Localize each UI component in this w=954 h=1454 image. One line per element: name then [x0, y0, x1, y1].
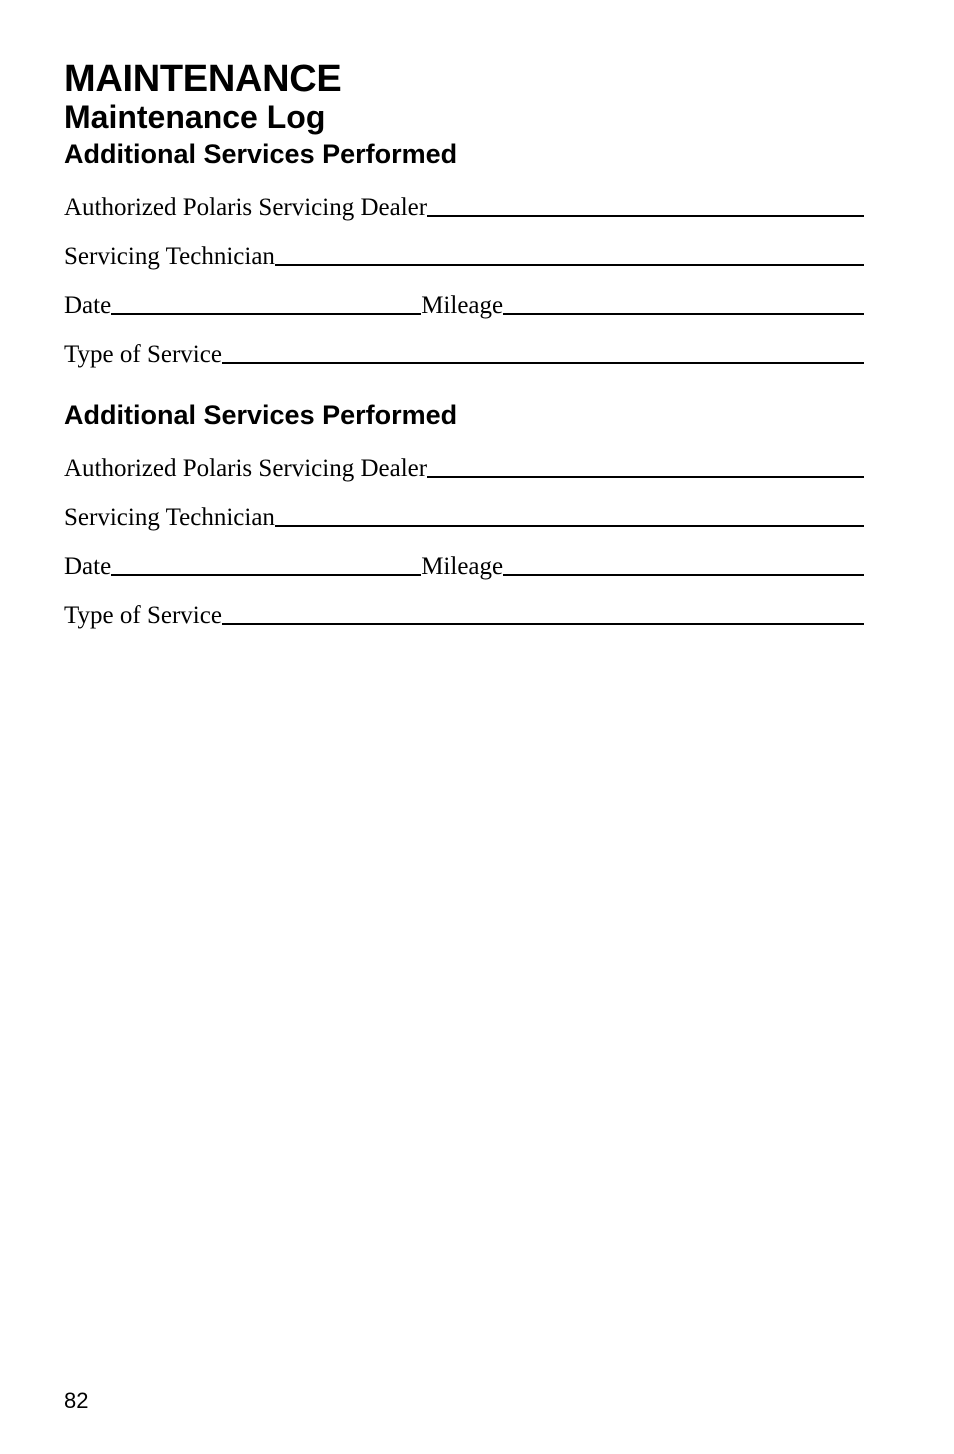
service-type-row [64, 581, 864, 630]
service-type-row [64, 320, 864, 369]
page-number: 82 [64, 1388, 89, 1413]
date-label: Date [64, 292, 112, 319]
date-blank-line[interactable] [111, 574, 421, 576]
date-mileage-row [64, 271, 864, 320]
service-record-2 [64, 399, 864, 630]
dealer-row [64, 433, 864, 483]
technician-label: Servicing Technician [64, 243, 275, 270]
section-title: Additional Services Performed [64, 139, 458, 169]
dealer-blank-line[interactable] [427, 215, 864, 217]
date-label: Date [64, 553, 112, 580]
date-mileage-row [64, 532, 864, 581]
chapter-heading: MAINTENANCE [64, 58, 342, 100]
service-type-label: Type of Service [64, 341, 222, 368]
technician-row [64, 483, 864, 532]
mileage-blank-line[interactable] [503, 313, 864, 315]
dealer-label: Authorized Polaris Servicing Dealer [64, 455, 428, 482]
dealer-label: Authorized Polaris Servicing Dealer [64, 194, 428, 221]
page-title: Maintenance Log [64, 99, 326, 135]
section-title: Additional Services Performed [64, 400, 458, 430]
dealer-blank-line[interactable] [427, 476, 864, 478]
technician-blank-line[interactable] [275, 525, 864, 527]
mileage-label: Mileage [421, 292, 504, 319]
date-blank-line[interactable] [111, 313, 421, 315]
mileage-blank-line[interactable] [503, 574, 864, 576]
service-type-blank-line[interactable] [222, 623, 864, 625]
technician-label: Servicing Technician [64, 504, 275, 531]
technician-blank-line[interactable] [275, 264, 864, 266]
dealer-row [64, 172, 864, 222]
mileage-label: Mileage [421, 553, 504, 580]
technician-row [64, 222, 864, 271]
service-record-1 [64, 138, 864, 369]
service-type-label: Type of Service [64, 602, 222, 629]
service-type-blank-line[interactable] [222, 362, 864, 364]
